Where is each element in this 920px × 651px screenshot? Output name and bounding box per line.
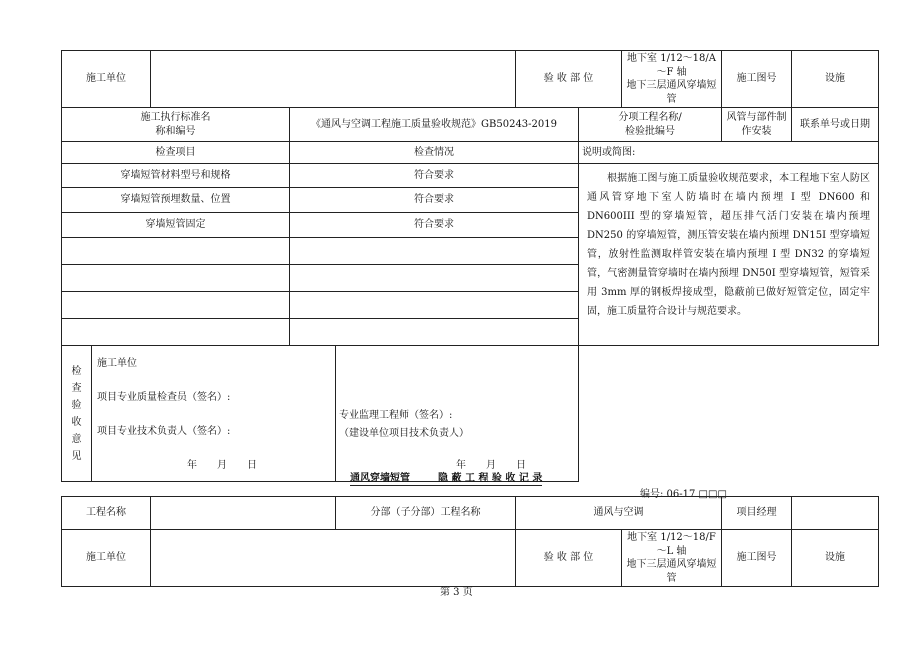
serial-number: 编号: 06-17 □□□ [640,489,727,500]
check-item: 穿墙短管预埋数量、位置 [62,188,290,213]
standard-value[interactable]: 《通风与空调工程施工质量验收规范》GB50243-2019 [290,108,579,142]
opinion-char: 意 [71,433,82,445]
standard-label-line1: 施工执行标准名 [140,112,211,123]
supervisor-signature-area[interactable] [336,346,579,482]
description-header: 说明或简图: [579,142,879,164]
opinion-char: 收 [71,416,82,428]
sig-quality-inspector: 项目专业质量检查员（签名）: [97,392,231,403]
check-status[interactable]: 符合要求 [290,164,579,188]
drawing-no-value[interactable]: 设施 [792,51,879,108]
check-item: 穿墙短管固定 [62,213,290,238]
construction-unit-label: 施工单位 [62,530,151,587]
opinion-char: 见 [71,450,82,462]
acceptance-table-bottom [61,496,879,587]
page-number: 第 3 页 [440,587,473,598]
acceptance-part-value[interactable] [622,51,722,108]
acceptance-part-line2: 地下三层通风穿墙短管 [626,559,717,584]
acceptance-table-top [61,50,879,482]
check-status[interactable] [290,319,579,346]
item-name-label [579,108,722,142]
caption-part2: 隐 蔽 工 程 验 收 记 录 [438,473,543,484]
caption-part1: 通风穿墙短管 [350,473,410,484]
sub-project-value[interactable]: 通风与空调 [516,497,722,530]
acceptance-part-line2: 地下三层通风穿墙短管 [626,80,717,105]
item-name-value[interactable]: 风管与部件制作安装 [722,108,792,142]
acceptance-part-line1: 地下室 1/12～18/A～F 轴 [627,53,716,78]
acceptance-part-value[interactable] [622,530,722,587]
check-status[interactable]: 符合要求 [290,213,579,238]
opinion-label [62,346,92,482]
sig-date-right: 年 月 日 [456,460,526,471]
standard-label-line2: 称和编号 [155,125,196,137]
acceptance-part-label: 验 收 部 位 [516,530,622,587]
opinion-char: 查 [71,382,82,394]
record-caption [350,469,542,486]
project-name-value[interactable] [151,497,336,530]
check-item [62,265,290,292]
item-name-label-line2: 检验批编号 [625,125,676,137]
pm-value[interactable] [792,497,879,530]
check-status[interactable] [290,292,579,319]
standard-label [62,108,290,142]
sig-date-left: 年 月 日 [187,460,257,471]
sig-tech-leader: 项目专业技术负责人（签名）: [97,426,231,437]
check-item [62,238,290,265]
check-item [62,292,290,319]
opinion-char: 检 [71,365,82,377]
sig-owner-tech: （建设单位项目技术负责人） [339,428,469,439]
sig-construction-unit: 施工单位 [97,358,137,369]
check-status-header: 检查情况 [290,142,579,164]
sig-supervisor: 专业监理工程师（签名）: [339,410,453,421]
project-name-label: 工程名称 [62,497,151,530]
check-item [62,319,290,346]
sub-project-label: 分部（子分部）工程名称 [336,497,516,530]
check-status[interactable] [290,238,579,265]
check-item-header: 检查项目 [62,142,290,164]
construction-unit-label: 施工单位 [62,51,151,108]
check-status[interactable]: 符合要求 [290,188,579,213]
item-name-label-line1: 分项工程名称/ [618,112,682,123]
drawing-no-label: 施工图号 [722,530,792,587]
construction-unit-value[interactable] [151,530,516,587]
construction-signature-area[interactable] [92,346,336,482]
acceptance-part-label: 验 收 部 位 [516,51,622,108]
acceptance-part-line1: 地下室 1/12～18/F～L 轴 [627,532,716,557]
construction-unit-value[interactable] [151,51,516,108]
pm-label: 项目经理 [722,497,792,530]
check-status[interactable] [290,265,579,292]
contact-label: 联系单号或日期 [792,108,879,142]
opinion-char: 验 [71,399,82,411]
drawing-no-value[interactable]: 设施 [792,530,879,587]
drawing-no-label: 施工图号 [722,51,792,108]
check-item: 穿墙短管材料型号和规格 [62,164,290,188]
description-text[interactable]: 根据施工图与施工质量验收规范要求，本工程地下室人防区通风管穿地下室人防墙时在墙内预埋 I 型 DN600 和 DN600III 型的穿墙短管，超压排气活门安装在墙内预埋 DN250 的穿墙短管，测压管安装在墙内预埋 DN15I 型穿墙短管，放射性监测取样管安装在墙内预埋 I 型 DN32 的穿墙短管，气密测量管穿墙时在墙内预埋 DN50I 型穿墙短管，短管采用 3mm 厚的钢板焊接成型，隐蔽前已做好短管定位，固定牢固，施工质量符合设计与规范要求。 [579,164,879,346]
